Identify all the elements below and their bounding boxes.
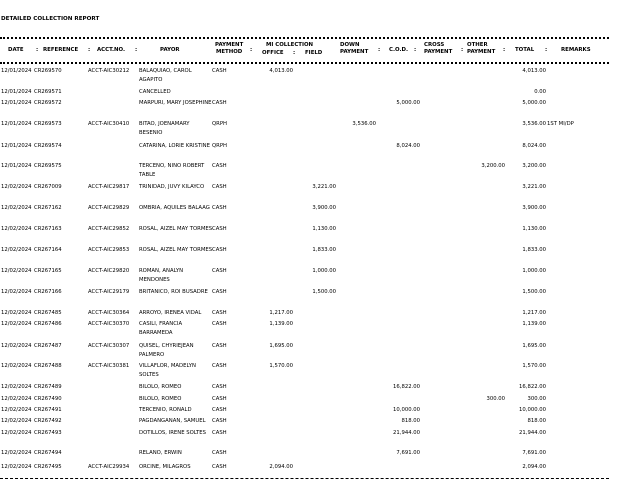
row-date: 12/02/2024 — [1, 268, 32, 274]
row-acct-no: ACCT-AIC29820 — [88, 268, 130, 274]
row-date: 12/02/2024 — [1, 247, 32, 253]
col-remarks: REMARKS — [561, 47, 591, 53]
row-date: 12/02/2024 — [1, 384, 32, 390]
report-title: DETAILED COLLECTION REPORT — [1, 16, 100, 22]
row-cod: 5,000.00 — [396, 100, 420, 106]
row-total: 7,691.00 — [522, 450, 546, 456]
row-payor: BILOLO, ROMEO — [139, 396, 182, 402]
row-reference: CR267495 — [34, 464, 62, 470]
col-sep: : — [378, 47, 381, 53]
row-date: 12/02/2024 — [1, 464, 32, 470]
row-acct-no: ACCT-AIC30381 — [88, 363, 130, 369]
col-sep: : — [414, 47, 417, 53]
row-acct-no: ACCT-AIC29853 — [88, 247, 130, 253]
header-bottom-rule — [0, 62, 609, 64]
col-mi-collection: MI COLLECTION — [266, 42, 314, 48]
row-payment-method: CASH — [212, 418, 227, 424]
row-payment-method: CASH — [212, 268, 227, 274]
row-reference: CR267485 — [34, 310, 62, 316]
row-total: 3,900.00 — [522, 205, 546, 211]
row-cod: 818.00 — [401, 418, 420, 424]
header-top-rule — [0, 37, 609, 39]
row-total: 1,570.00 — [522, 363, 546, 369]
col-sep: : — [135, 47, 138, 53]
row-total: 2,094.00 — [522, 464, 546, 470]
row-payment-method: CASH — [212, 184, 227, 190]
row-payment-method: CASH — [212, 343, 227, 349]
col-sep: : — [88, 47, 91, 53]
row-payment-method: CASH — [212, 247, 227, 253]
row-payor: CASILI, FRANCIA BARRAMEDA — [139, 321, 183, 336]
row-payment-method: CASH — [212, 321, 227, 327]
row-office: 2,094.00 — [269, 464, 293, 470]
row-date: 12/01/2024 — [1, 121, 32, 127]
row-payment-method: CASH — [212, 68, 227, 74]
row-payment-method: CASH — [212, 450, 227, 456]
row-field: 1,000.00 — [312, 268, 336, 274]
row-total: 1,500.00 — [522, 289, 546, 295]
col-sep: : — [503, 47, 506, 53]
row-payment-method: CASH — [212, 430, 227, 436]
row-date: 12/02/2024 — [1, 343, 32, 349]
row-date: 12/02/2024 — [1, 396, 32, 402]
row-payment-method: CASH — [212, 363, 227, 369]
row-reference: CR269572 — [34, 100, 62, 106]
row-payor: BITAO, JOENAMARY BESENIO — [139, 121, 190, 136]
row-payor: PAGDANGANAN, SAMUEL — [139, 418, 206, 424]
col-down-payment: DOWN PAYMENT — [340, 42, 369, 55]
row-date: 12/02/2024 — [1, 430, 32, 436]
col-office: OFFICE — [262, 50, 284, 56]
row-other-payment: 300.00 — [486, 396, 505, 402]
row-field: 1,500.00 — [312, 289, 336, 295]
row-field: 3,221.00 — [312, 184, 336, 190]
row-acct-no: ACCT-AIC30364 — [88, 310, 130, 316]
row-total: 21,944.00 — [519, 430, 546, 436]
row-payor: OMBRIA, AQUILES BALAAG — [139, 205, 210, 211]
row-total: 3,536.00 — [522, 121, 546, 127]
row-payment-method: CASH — [212, 226, 227, 232]
row-payor: BRITANICO, ROI BUSADRE — [139, 289, 208, 295]
row-date: 12/02/2024 — [1, 407, 32, 413]
row-payor: TERCENIO, RONALD — [139, 407, 192, 413]
row-total: 818.00 — [527, 418, 546, 424]
row-reference: CR269573 — [34, 121, 62, 127]
row-date: 12/02/2024 — [1, 450, 32, 456]
col-acct-no: ACCT.NO. — [97, 47, 126, 53]
row-total: 1,695.00 — [522, 343, 546, 349]
row-acct-no: ACCT-AIC29934 — [88, 464, 130, 470]
row-total: 300.00 — [527, 396, 546, 402]
row-total: 10,000.00 — [519, 407, 546, 413]
row-date: 12/02/2024 — [1, 226, 32, 232]
row-date: 12/02/2024 — [1, 289, 32, 295]
row-payor: ROSAL, AIZEL MAY TORMES — [139, 247, 213, 253]
row-field: 1,833.00 — [312, 247, 336, 253]
row-reference: CR267493 — [34, 430, 62, 436]
row-reference: CR267486 — [34, 321, 62, 327]
row-acct-no: ACCT-AIC29829 — [88, 205, 130, 211]
row-payment-method: CASH — [212, 100, 227, 106]
row-date: 12/01/2024 — [1, 89, 32, 95]
row-payor: ARROYO, IRENEA VIDAL — [139, 310, 202, 316]
row-payor: DOTILLOS, IRENE SOLTES — [139, 430, 206, 436]
row-date: 12/01/2024 — [1, 100, 32, 106]
row-reference: CR267166 — [34, 289, 62, 295]
row-date: 12/02/2024 — [1, 363, 32, 369]
row-payor: VILLAFLOR, MADELYN SOLTES — [139, 363, 196, 378]
row-payor: CANCELLED — [139, 89, 171, 95]
row-total: 3,200.00 — [522, 163, 546, 169]
row-payor: ORCINE, MILAGROS — [139, 464, 191, 470]
row-date: 12/01/2024 — [1, 143, 32, 149]
row-reference: CR269570 — [34, 68, 62, 74]
col-payor: PAYOR — [160, 47, 180, 53]
row-cod: 16,822.00 — [393, 384, 420, 390]
row-office: 1,217.00 — [269, 310, 293, 316]
row-payor: ROMAN, ANALYN MENDONES — [139, 268, 184, 283]
row-date: 12/02/2024 — [1, 310, 32, 316]
col-cross-payment: CROSS PAYMENT — [424, 42, 453, 55]
col-payment-method: PAYMENT METHOD — [215, 42, 244, 55]
col-cod: C.O.D. — [389, 47, 409, 53]
row-payment-method: CASH — [212, 205, 227, 211]
col-sep: : — [545, 47, 548, 53]
row-office: 1,695.00 — [269, 343, 293, 349]
row-reference: CR267165 — [34, 268, 62, 274]
row-reference: CR267162 — [34, 205, 62, 211]
row-total: 0.00 — [534, 89, 546, 95]
row-payment-method: QRPH — [212, 121, 228, 127]
row-total: 1,833.00 — [522, 247, 546, 253]
row-date: 12/02/2024 — [1, 184, 32, 190]
row-reference: CR267487 — [34, 343, 62, 349]
row-payment-method: CASH — [212, 310, 227, 316]
row-acct-no: ACCT-AIC30370 — [88, 321, 130, 327]
row-reference: CR267494 — [34, 450, 62, 456]
row-reference: CR267009 — [34, 184, 62, 190]
col-sep: : — [293, 50, 296, 56]
row-total: 1,217.00 — [522, 310, 546, 316]
row-payment-method: CASH — [212, 163, 227, 169]
col-other-payment: OTHER PAYMENT — [467, 42, 496, 55]
col-sep: : — [461, 47, 464, 53]
col-field: FIELD — [305, 50, 323, 56]
row-payor: QUISEL, CHYRIEJEAN PALMERO — [139, 343, 194, 358]
col-total: TOTAL — [515, 47, 535, 53]
row-acct-no: ACCT-AIC29817 — [88, 184, 130, 190]
col-sep: : — [36, 47, 39, 53]
row-down-payment: 3,536.00 — [352, 121, 376, 127]
row-cod: 8,024.00 — [396, 143, 420, 149]
row-payor: TRINIDAD, JUVY KILAYCO — [139, 184, 205, 190]
row-total: 3,221.00 — [522, 184, 546, 190]
row-reference: CR267491 — [34, 407, 62, 413]
row-acct-no: ACCT-AIC29179 — [88, 289, 130, 295]
row-reference: CR267490 — [34, 396, 62, 402]
row-date: 12/02/2024 — [1, 418, 32, 424]
row-remarks: 1ST MI/DP — [547, 121, 574, 127]
row-payor: TERCENO, NINO ROBERT TABLE — [139, 163, 205, 178]
row-payment-method: CASH — [212, 289, 227, 295]
row-payor: RELANO, ERWIN — [139, 450, 182, 456]
row-date: 12/02/2024 — [1, 321, 32, 327]
row-cod: 7,691.00 — [396, 450, 420, 456]
row-reference: CR267163 — [34, 226, 62, 232]
row-payor: BILOLO, ROMEO — [139, 384, 182, 390]
footer-rule — [0, 478, 609, 479]
row-total: 5,000.00 — [522, 100, 546, 106]
row-field: 3,900.00 — [312, 205, 336, 211]
row-date: 12/01/2024 — [1, 163, 32, 169]
row-reference: CR267489 — [34, 384, 62, 390]
row-payor: MARPURI, MARY JOSEPHINE — [139, 100, 212, 106]
row-total: 1,139.00 — [522, 321, 546, 327]
row-reference: CR267164 — [34, 247, 62, 253]
row-acct-no: ACCT-AIC30410 — [88, 121, 130, 127]
row-reference: CR267488 — [34, 363, 62, 369]
row-field: 1,130.00 — [312, 226, 336, 232]
row-total: 4,013.00 — [522, 68, 546, 74]
row-other-payment: 3,200.00 — [481, 163, 505, 169]
row-reference: CR267492 — [34, 418, 62, 424]
row-cod: 21,944.00 — [393, 430, 420, 436]
row-payor: BALAQUIAO, CAROL AGAPITO — [139, 68, 192, 83]
row-total: 16,822.00 — [519, 384, 546, 390]
row-payment-method: QRPH — [212, 143, 228, 149]
row-payment-method: CASH — [212, 407, 227, 413]
row-total: 8,024.00 — [522, 143, 546, 149]
row-date: 12/02/2024 — [1, 205, 32, 211]
col-date: DATE — [8, 47, 24, 53]
row-acct-no: ACCT-AIC29852 — [88, 226, 130, 232]
col-sep: : — [250, 47, 253, 53]
col-reference: REFERENCE — [43, 47, 79, 53]
row-office: 1,570.00 — [269, 363, 293, 369]
table-header — [0, 42, 609, 62]
row-reference: CR269575 — [34, 163, 62, 169]
row-acct-no: ACCT-AIC30212 — [88, 68, 130, 74]
row-payor: CATARINA, LORIE KRISTINE — [139, 143, 210, 149]
row-acct-no: ACCT-AIC30307 — [88, 343, 130, 349]
row-office: 4,013.00 — [269, 68, 293, 74]
row-date: 12/01/2024 — [1, 68, 32, 74]
row-reference: CR269574 — [34, 143, 62, 149]
row-payment-method: CASH — [212, 384, 227, 390]
row-payor: ROSAL, AIZEL MAY TORMES — [139, 226, 213, 232]
row-total: 1,130.00 — [522, 226, 546, 232]
row-office: 1,139.00 — [269, 321, 293, 327]
row-payment-method: CASH — [212, 396, 227, 402]
row-total: 1,000.00 — [522, 268, 546, 274]
row-cod: 10,000.00 — [393, 407, 420, 413]
row-reference: CR269571 — [34, 89, 62, 95]
row-payment-method: CASH — [212, 464, 227, 470]
